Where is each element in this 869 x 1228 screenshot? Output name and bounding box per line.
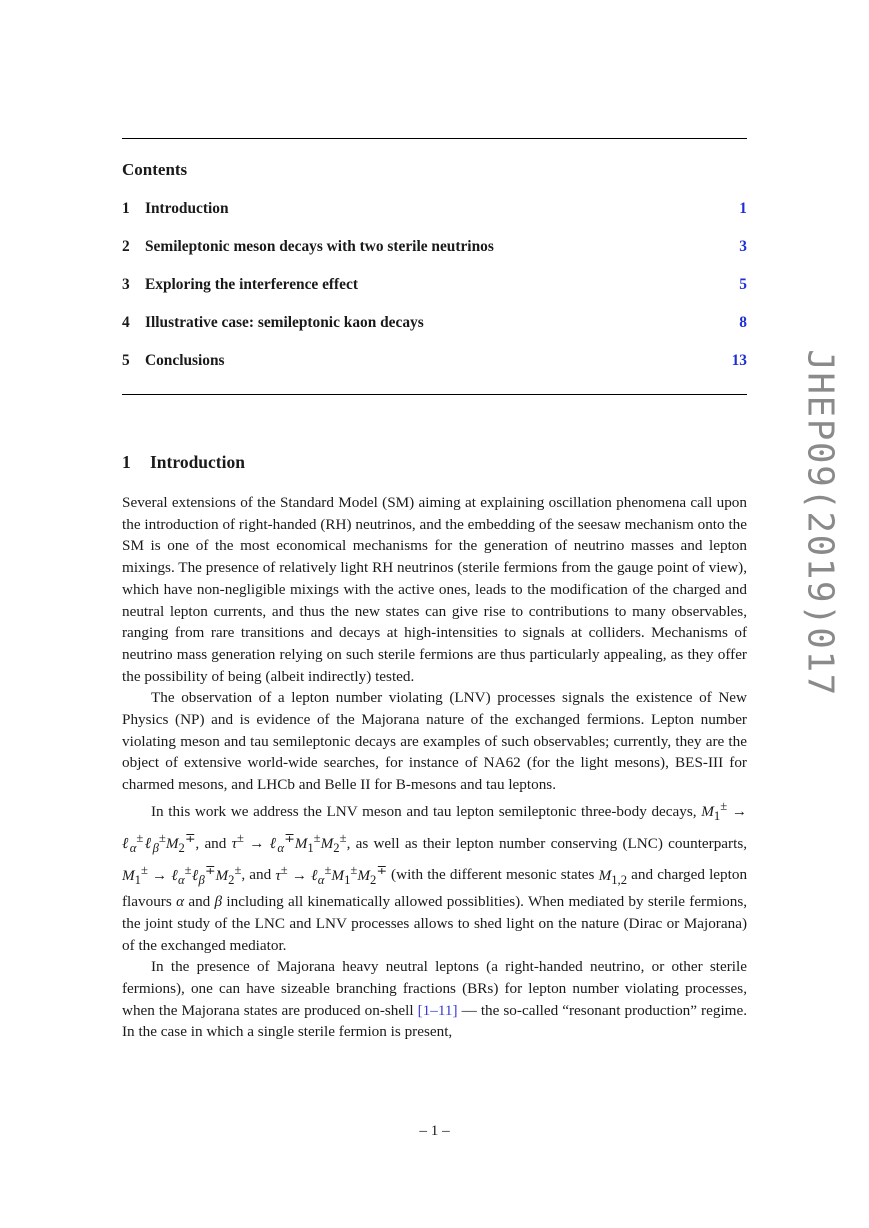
toc-entry-page-link[interactable]: 3 xyxy=(739,238,747,255)
section-heading-introduction xyxy=(122,452,245,473)
toc-entry-title[interactable]: Exploring the interference effect xyxy=(145,276,358,293)
journal-reference-stamp xyxy=(790,318,850,728)
toc-entry-kaon-decays[interactable] xyxy=(122,314,747,336)
toc-entry-semileptonic-meson-decays[interactable] xyxy=(122,238,747,260)
body-text xyxy=(122,492,747,1043)
toc-entry-conclusions[interactable] xyxy=(122,352,747,374)
citation-link[interactable]: [1–11] xyxy=(417,1001,458,1019)
section-title: Introduction xyxy=(150,452,245,472)
math-alpha: α xyxy=(176,893,185,911)
math-lnc-meson-decay: $M_1^\pm$ → $\ell_\alpha^\pm\ell_\beta^\mp M_2^\pm$ xyxy=(122,862,242,887)
journal-reference-text: JHEP09(2019)017 xyxy=(799,349,841,697)
section-number: 1 xyxy=(122,452,131,472)
toc-entry-introduction[interactable] xyxy=(122,200,747,222)
toc-entry-number: 3 xyxy=(122,276,130,293)
math-meson-states: $M_{1,2}$ xyxy=(598,866,628,887)
toc-entry-title[interactable]: Introduction xyxy=(145,200,229,217)
paragraph-3: In this work we address the LNV meson and tau lepton semileptonic three-body decays, $M_1^\pm$ → $\ell_\alpha^\pm\ell_\beta^\pm M_2^\mp$, and $\tau^\pm \to \ell_\alpha^\mp M_1^\pm M_2^\pm$, as well as their lepton number conserving (LNC) counterparts, $M_1^\pm$ → $\ell_\alpha^\pm\ell_\beta^\mp M_2^\pm$, and $\tau^\pm \to \ell_\alpha^\pm M_1^\pm M_2^\mp$ (with the different mesonic states $M_{1,2}$ and charged lepton flavours α and β including all kinematically allowed possiblities). When mediated by sterile fermions, the joint study of the LNC and LNV processes allows to shed light on the nature (Dirac or Majorana) of the exchanged mediator. xyxy=(122,798,748,954)
paragraph-1: Several extensions of the Standard Model (SM) aiming at explaining oscillation phenomena call upon the introduction of right-handed (RH) neutrinos, and the embedding of the seesaw mechanism onto the SM is one of the most economical mechanisms for the generation of neutrino masses and lepton mixings. The presence of relatively light RH neutrinos (sterile fermions from the gauge point of view), which have non-negligible mixings with the active ones, leads to the modification of the charged and neutral lepton currents, and thus the new states can give rise to contributions to many observables, ranging from rare transitions and decays at high-intensities to signals at colliders. Mechanisms of neutrino mass generation relying on such sterile fermions are thus particularly appealing, as they offer the possibility of being (albeit indirectly) tested. xyxy=(122,494,747,685)
toc-entry-page-link[interactable]: 5 xyxy=(739,276,747,293)
toc-heading: Contents xyxy=(122,160,188,179)
math-lnc-tau-decay: $\tau^\pm \to \ell_\alpha^\pm M_1^\pm M_2^\mp$ xyxy=(275,862,387,887)
math-lnv-tau-decay: $\tau^\pm \to \ell_\alpha^\mp M_1^\pm M_2^\pm$ xyxy=(231,830,347,855)
toc-entry-page-link[interactable]: 8 xyxy=(739,314,747,331)
paragraph-4: In the presence of Majorana heavy neutral leptons (a right-handed neutrino, or other sterile fermions), one can have sizeable branching fractions (BRs) for lepton number violating processes, when the Majorana states are produced on-shell [1–11] — the so-called “resonant production” regime. In the case in which a single sterile fermion is present, xyxy=(122,958,748,1041)
math-lnv-meson-decay: $M_1^\pm$ → $\ell_\alpha^\pm\ell_\beta^\pm M_2^\mp$ xyxy=(122,798,748,855)
toc-entry-title[interactable]: Semileptonic meson decays with two sterile neutrinos xyxy=(145,238,494,255)
math-beta: β xyxy=(214,893,223,911)
toc-entry-interference-effect[interactable] xyxy=(122,276,747,298)
page-number: – 1 – xyxy=(419,1122,450,1139)
toc-entry-title[interactable]: Conclusions xyxy=(145,352,225,369)
toc-entry-title[interactable]: Illustrative case: semileptonic kaon decays xyxy=(145,314,424,331)
toc-top-rule xyxy=(122,138,747,139)
paragraph-2: The observation of a lepton number violating (LNV) processes signals the existence of New Physics (NP) and is evidence of the Majorana nature of the exchanged fermions. Lepton number violating meson and tau semileptonic decays are examples of such observables; currently, they are the object of extensive world-wide searches, for instance of NA62 (for the light mesons), BES-III for charmed mesons, and LHCb and Belle II for B-mesons and tau leptons. xyxy=(122,689,747,794)
toc-entry-number: 1 xyxy=(122,200,130,217)
toc-entry-page-link[interactable]: 13 xyxy=(731,352,747,369)
toc-bottom-rule xyxy=(122,394,747,395)
toc-entry-page-link[interactable]: 1 xyxy=(739,200,747,217)
toc-entry-number: 5 xyxy=(122,352,130,369)
toc-entry-number: 2 xyxy=(122,238,130,255)
toc-entry-number: 4 xyxy=(122,314,130,331)
